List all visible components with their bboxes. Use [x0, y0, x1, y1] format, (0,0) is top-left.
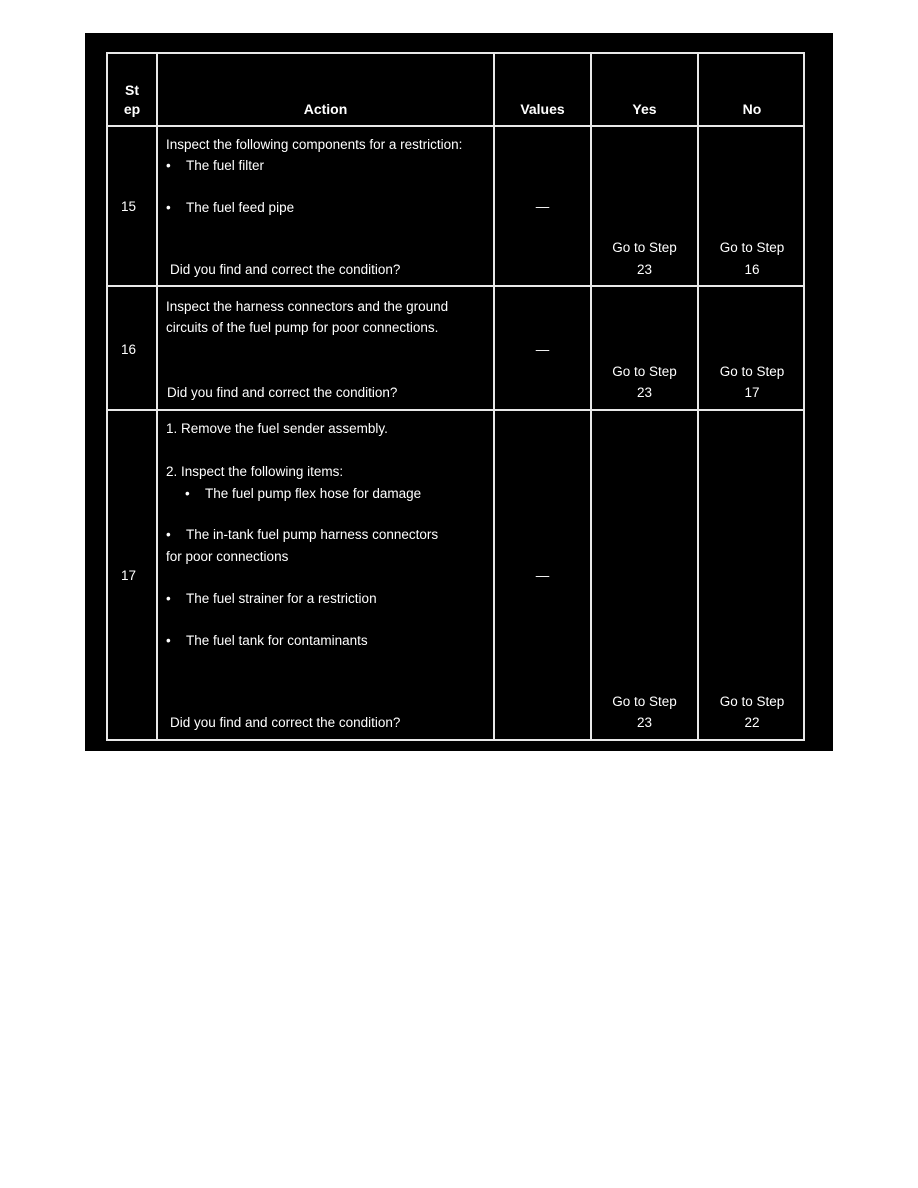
column-divider-step	[156, 54, 158, 739]
no-goto-step: 16	[744, 262, 760, 277]
row-divider-header	[108, 125, 803, 127]
step-number-16: 16	[121, 342, 137, 357]
no-goto-label: Go to Step	[719, 364, 785, 379]
row-divider-16	[108, 409, 803, 411]
values-dash: —	[535, 199, 550, 214]
diagnostic-table	[106, 52, 805, 741]
step-number-15: 15	[121, 199, 137, 214]
header-values: Values	[520, 101, 565, 117]
action-bullet-fuel-filter: • The fuel filter	[166, 158, 264, 174]
no-goto-step: 17	[744, 385, 760, 400]
values-dash: —	[535, 568, 550, 583]
no-goto-step: 22	[744, 715, 760, 730]
row-divider-15	[108, 285, 803, 287]
action-bullet-fuel-strainer: • The fuel strainer for a restriction	[166, 591, 377, 607]
yes-goto-step: 23	[636, 715, 653, 730]
action-bullet-harness-line1: • The in-tank fuel pump harness connectors	[166, 527, 438, 543]
header-action: Action	[303, 101, 348, 117]
header-step-line1: St	[125, 82, 139, 98]
action-question: Did you find and correct the condition?	[170, 262, 401, 277]
no-goto-label: Go to Step	[719, 694, 785, 709]
values-dash: —	[535, 342, 550, 357]
action-bullet-fuel-tank: • The fuel tank for contaminants	[166, 633, 368, 649]
yes-goto-label: Go to Step	[612, 694, 677, 709]
action-item-remove-sender: 1. Remove the fuel sender assembly.	[166, 421, 388, 436]
action-question: Did you find and correct the condition?	[167, 385, 398, 400]
header-step-line2: ep	[123, 101, 141, 117]
yes-goto-label: Go to Step	[612, 364, 677, 379]
action-bullet-harness-line2: for poor connections	[166, 549, 289, 564]
action-intro-line1: Inspect the harness connectors and the ground	[166, 299, 449, 314]
column-divider-action	[493, 54, 495, 739]
action-intro: Inspect the following components for a restriction:	[166, 137, 463, 152]
header-yes: Yes	[632, 101, 657, 117]
yes-goto-step: 23	[636, 262, 653, 277]
document-panel	[85, 33, 833, 751]
action-bullet-fuel-feed-pipe: • The fuel feed pipe	[166, 200, 294, 216]
header-no: No	[742, 101, 762, 117]
action-question: Did you find and correct the condition?	[170, 715, 401, 730]
step-number-17: 17	[121, 568, 137, 583]
yes-goto-label: Go to Step	[612, 240, 677, 255]
action-item-inspect-items: 2. Inspect the following items:	[166, 464, 344, 479]
action-intro-line2: circuits of the fuel pump for poor connections.	[166, 320, 439, 335]
no-goto-label: Go to Step	[719, 240, 785, 255]
yes-goto-step: 23	[636, 385, 653, 400]
action-sub-bullet-flex-hose: • The fuel pump flex hose for damage	[185, 486, 421, 502]
